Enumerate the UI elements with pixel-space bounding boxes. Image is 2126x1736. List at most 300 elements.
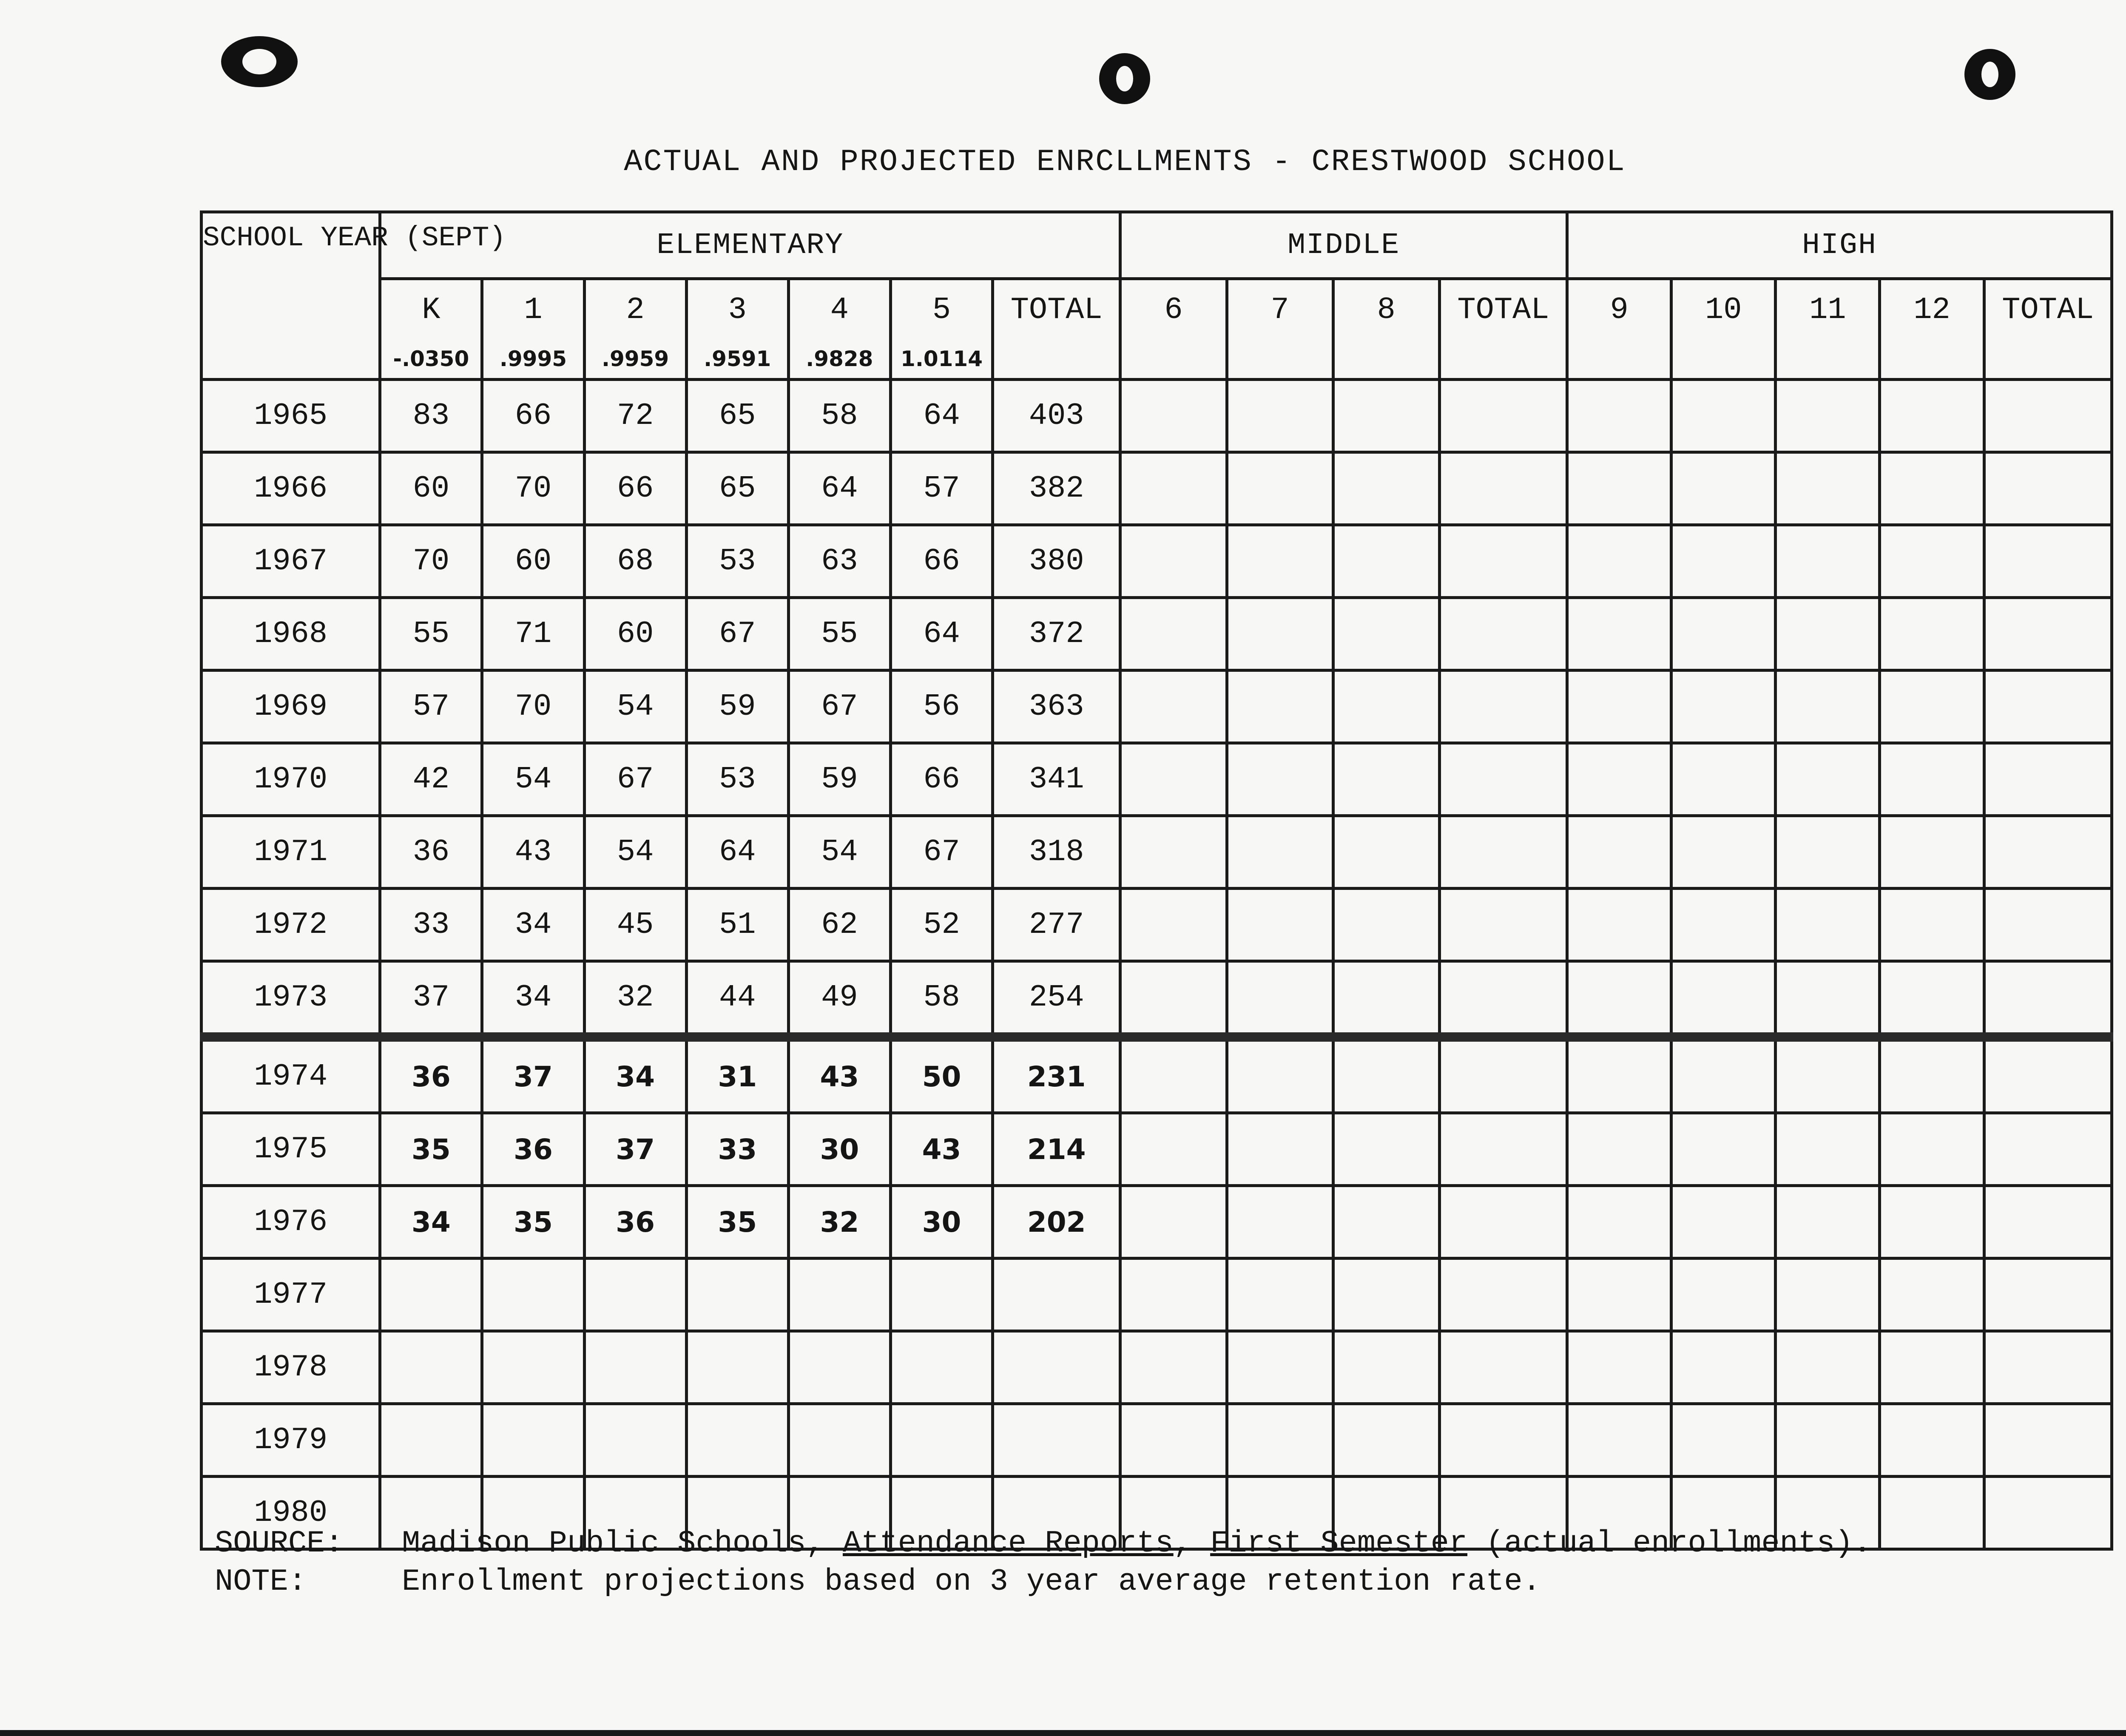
empty-cell bbox=[1776, 961, 1880, 1037]
empty-cell bbox=[1333, 1404, 1439, 1477]
enrollment-cell: 60 bbox=[584, 598, 686, 671]
school-year-cell: 1976 bbox=[202, 1186, 380, 1259]
empty-cell bbox=[1227, 816, 1333, 889]
enrollment-cell: 35 bbox=[482, 1186, 584, 1259]
enrollment-cell: 33 bbox=[686, 1113, 788, 1186]
enrollment-cell bbox=[686, 1259, 788, 1331]
empty-cell bbox=[1671, 452, 1776, 525]
school-year-cell: 1967 bbox=[202, 525, 380, 598]
enrollment-cell: 31 bbox=[686, 1037, 788, 1113]
document-title: ACTUAL AND PROJECTED ENRCLLMENTS - CRESTWOOD SCHOOL bbox=[624, 145, 1626, 179]
empty-cell bbox=[1567, 1186, 1671, 1259]
empty-cell bbox=[1671, 340, 1776, 380]
elementary-col-header: 2 bbox=[584, 279, 686, 340]
empty-cell bbox=[1227, 961, 1333, 1037]
school-year-cell: 1980 bbox=[202, 1477, 380, 1549]
elementary-col-header: K bbox=[380, 279, 482, 340]
enrollment-cell: 72 bbox=[584, 380, 686, 452]
enrollment-cell: 59 bbox=[686, 671, 788, 743]
empty-cell bbox=[1227, 1037, 1333, 1113]
empty-cell bbox=[1567, 525, 1671, 598]
empty-cell bbox=[1671, 889, 1776, 961]
empty-cell bbox=[1227, 1331, 1333, 1404]
empty-cell bbox=[1880, 671, 1984, 743]
empty-cell bbox=[1776, 1186, 1880, 1259]
source-document-title: Attendance Reports bbox=[842, 1526, 1174, 1561]
enrollment-cell bbox=[584, 1331, 686, 1404]
enrollment-cell: 53 bbox=[686, 743, 788, 816]
empty-cell bbox=[1567, 1331, 1671, 1404]
retention-rate: .9591 bbox=[686, 340, 788, 380]
high-col-header: 12 bbox=[1880, 279, 1984, 340]
empty-cell bbox=[1984, 1037, 2112, 1113]
empty-cell bbox=[1671, 1037, 1776, 1113]
empty-cell bbox=[1776, 1404, 1880, 1477]
enrollment-cell: 68 bbox=[584, 525, 686, 598]
empty-cell bbox=[1984, 743, 2112, 816]
enrollment-cell: 58 bbox=[788, 380, 890, 452]
enrollment-cell: 67 bbox=[584, 743, 686, 816]
empty-cell bbox=[1439, 671, 1567, 743]
enrollment-cell: 70 bbox=[482, 452, 584, 525]
enrollment-cell: 66 bbox=[890, 743, 992, 816]
note-text: Enrollment projections based on 3 year average retention rate. bbox=[402, 1564, 1541, 1599]
enrollment-cell bbox=[380, 1404, 482, 1477]
empty-cell bbox=[1333, 1037, 1439, 1113]
school-year-cell: 1974 bbox=[202, 1037, 380, 1113]
high-col-header: 9 bbox=[1567, 279, 1671, 340]
enrollment-cell: 36 bbox=[482, 1113, 584, 1186]
empty-cell bbox=[1227, 598, 1333, 671]
enrollment-cell: 54 bbox=[482, 743, 584, 816]
table-row bbox=[202, 1037, 2112, 1113]
enrollment-cell bbox=[482, 1404, 584, 1477]
empty-cell bbox=[1439, 1113, 1567, 1186]
empty-cell bbox=[1333, 340, 1439, 380]
empty-cell bbox=[1439, 961, 1567, 1037]
middle-col-header: 8 bbox=[1333, 279, 1439, 340]
empty-cell bbox=[1880, 525, 1984, 598]
empty-cell bbox=[1439, 1186, 1567, 1259]
enrollment-cell: 57 bbox=[890, 452, 992, 525]
enrollment-cell: 57 bbox=[380, 671, 482, 743]
punch-hole-icon bbox=[1099, 53, 1150, 104]
enrollment-cell: 62 bbox=[788, 889, 890, 961]
enrollment-cell: 43 bbox=[482, 816, 584, 889]
enrollment-cell bbox=[890, 1259, 992, 1331]
table-row bbox=[202, 816, 2112, 889]
elementary-total-cell: 318 bbox=[993, 816, 1120, 889]
retention-rate: .9828 bbox=[788, 340, 890, 380]
empty-cell bbox=[1567, 1259, 1671, 1331]
school-year-cell: 1965 bbox=[202, 380, 380, 452]
empty-cell bbox=[1776, 1331, 1880, 1404]
punch-hole-icon bbox=[1964, 49, 2015, 100]
empty-cell bbox=[1333, 1186, 1439, 1259]
empty-cell bbox=[1333, 1259, 1439, 1331]
enrollment-cell: 67 bbox=[686, 598, 788, 671]
enrollment-cell: 34 bbox=[482, 889, 584, 961]
elementary-total-cell: 382 bbox=[993, 452, 1120, 525]
empty-cell bbox=[1567, 1113, 1671, 1186]
empty-cell bbox=[1120, 1186, 1227, 1259]
enrollment-cell: 59 bbox=[788, 743, 890, 816]
elementary-total-cell: 372 bbox=[993, 598, 1120, 671]
empty-cell bbox=[1439, 1259, 1567, 1331]
empty-cell bbox=[1984, 1404, 2112, 1477]
empty-cell bbox=[1227, 452, 1333, 525]
school-year-cell: 1968 bbox=[202, 598, 380, 671]
empty-cell bbox=[1333, 452, 1439, 525]
empty-cell bbox=[1227, 1186, 1333, 1259]
elementary-col-header: 5 bbox=[890, 279, 992, 340]
school-year-cell: 1970 bbox=[202, 743, 380, 816]
empty-cell bbox=[1671, 961, 1776, 1037]
enrollment-cell bbox=[788, 1259, 890, 1331]
school-year-cell: 1977 bbox=[202, 1259, 380, 1331]
enrollment-cell bbox=[584, 1404, 686, 1477]
empty-cell bbox=[1120, 525, 1227, 598]
enrollment-cell: 54 bbox=[584, 671, 686, 743]
empty-cell bbox=[1880, 1259, 1984, 1331]
empty-cell bbox=[1227, 1113, 1333, 1186]
empty-cell bbox=[1671, 1331, 1776, 1404]
empty-cell bbox=[1333, 380, 1439, 452]
empty-cell bbox=[1120, 743, 1227, 816]
school-year-cell: 1973 bbox=[202, 961, 380, 1037]
empty-cell bbox=[1567, 452, 1671, 525]
note-label: NOTE: bbox=[215, 1564, 307, 1599]
empty-cell bbox=[1880, 1331, 1984, 1404]
empty-cell bbox=[1671, 380, 1776, 452]
footer-notes bbox=[215, 1524, 1872, 1601]
enrollment-cell: 34 bbox=[380, 1186, 482, 1259]
empty-cell bbox=[1439, 743, 1567, 816]
enrollment-cell: 37 bbox=[584, 1113, 686, 1186]
table-row bbox=[202, 1186, 2112, 1259]
empty-cell bbox=[1880, 1186, 1984, 1259]
empty-cell bbox=[1333, 816, 1439, 889]
empty-cell bbox=[1984, 961, 2112, 1037]
enrollment-cell: 53 bbox=[686, 525, 788, 598]
empty-cell bbox=[1567, 1037, 1671, 1113]
empty-cell bbox=[1439, 340, 1567, 380]
source-line bbox=[215, 1524, 1872, 1563]
enrollment-cell: 60 bbox=[380, 452, 482, 525]
empty-cell bbox=[1567, 743, 1671, 816]
empty-cell bbox=[1776, 671, 1880, 743]
enrollment-cell: 58 bbox=[890, 961, 992, 1037]
empty-cell bbox=[1120, 380, 1227, 452]
enrollment-cell: 54 bbox=[584, 816, 686, 889]
empty-cell bbox=[1333, 1331, 1439, 1404]
empty-cell bbox=[1567, 961, 1671, 1037]
table-row bbox=[202, 961, 2112, 1037]
enrollment-cell: 52 bbox=[890, 889, 992, 961]
empty-cell bbox=[1880, 816, 1984, 889]
empty-cell bbox=[1776, 816, 1880, 889]
table-row bbox=[202, 1404, 2112, 1477]
empty-cell bbox=[1984, 816, 2112, 889]
source-qualifier: (actual enrollments). bbox=[1467, 1526, 1872, 1561]
empty-cell bbox=[1880, 961, 1984, 1037]
retention-rate: .9995 bbox=[482, 340, 584, 380]
enrollment-cell: 54 bbox=[788, 816, 890, 889]
enrollment-cell: 67 bbox=[890, 816, 992, 889]
enrollment-cell: 64 bbox=[890, 380, 992, 452]
empty-cell bbox=[1120, 889, 1227, 961]
enrollment-cell: 56 bbox=[890, 671, 992, 743]
enrollment-cell: 37 bbox=[482, 1037, 584, 1113]
empty-cell bbox=[1984, 1331, 2112, 1404]
empty-cell bbox=[1227, 525, 1333, 598]
enrollment-cell bbox=[482, 1331, 584, 1404]
enrollment-cell: 42 bbox=[380, 743, 482, 816]
empty-cell bbox=[1880, 1037, 1984, 1113]
source-label: SOURCE: bbox=[215, 1526, 344, 1561]
empty-cell bbox=[1776, 1259, 1880, 1331]
enrollment-cell bbox=[788, 1331, 890, 1404]
enrollment-cell: 55 bbox=[380, 598, 482, 671]
empty-cell bbox=[1880, 1113, 1984, 1186]
enrollment-cell: 60 bbox=[482, 525, 584, 598]
empty-cell bbox=[1439, 525, 1567, 598]
enrollment-cell: 55 bbox=[788, 598, 890, 671]
elementary-total-cell: 380 bbox=[993, 525, 1120, 598]
empty-cell bbox=[1776, 889, 1880, 961]
school-year-cell: 1978 bbox=[202, 1331, 380, 1404]
elementary-total-cell bbox=[993, 1331, 1120, 1404]
empty-cell bbox=[1776, 743, 1880, 816]
empty-cell bbox=[1567, 598, 1671, 671]
school-year-cell: 1972 bbox=[202, 889, 380, 961]
table-row bbox=[202, 1259, 2112, 1331]
empty-cell bbox=[1776, 525, 1880, 598]
enrollment-cell bbox=[380, 1259, 482, 1331]
empty-cell bbox=[1880, 889, 1984, 961]
enrollment-cell bbox=[482, 1259, 584, 1331]
table-row bbox=[202, 743, 2112, 816]
empty-cell bbox=[1439, 452, 1567, 525]
enrollment-cell: 32 bbox=[584, 961, 686, 1037]
empty-cell bbox=[1984, 1186, 2112, 1259]
empty-cell bbox=[1333, 525, 1439, 598]
empty-cell bbox=[1984, 340, 2112, 380]
empty-cell bbox=[1567, 816, 1671, 889]
school-year-cell: 1969 bbox=[202, 671, 380, 743]
empty-cell bbox=[1120, 1259, 1227, 1331]
enrollment-cell: 36 bbox=[584, 1186, 686, 1259]
enrollment-cell: 64 bbox=[890, 598, 992, 671]
empty-cell bbox=[1120, 671, 1227, 743]
empty-cell bbox=[1984, 671, 2112, 743]
elementary-total-cell bbox=[993, 1259, 1120, 1331]
enrollment-cell: 71 bbox=[482, 598, 584, 671]
empty-cell bbox=[1671, 1113, 1776, 1186]
enrollment-cell: 34 bbox=[584, 1037, 686, 1113]
enrollment-cell: 44 bbox=[686, 961, 788, 1037]
enrollment-cell: 65 bbox=[686, 380, 788, 452]
enrollment-cell: 66 bbox=[584, 452, 686, 525]
middle-col-header: 6 bbox=[1120, 279, 1227, 340]
punch-hole-icon bbox=[221, 36, 298, 87]
empty-cell bbox=[1227, 1404, 1333, 1477]
empty-cell bbox=[1439, 598, 1567, 671]
enrollment-cell: 51 bbox=[686, 889, 788, 961]
empty-cell bbox=[1880, 1477, 1984, 1549]
retention-rate: .9959 bbox=[584, 340, 686, 380]
middle-header: MIDDLE bbox=[1120, 212, 1567, 279]
empty-cell bbox=[1776, 380, 1880, 452]
empty-cell bbox=[1776, 598, 1880, 671]
empty-cell bbox=[1567, 1404, 1671, 1477]
high-col-header: 10 bbox=[1671, 279, 1776, 340]
empty-cell bbox=[1439, 889, 1567, 961]
table-row bbox=[202, 598, 2112, 671]
retention-rate: -.0350 bbox=[380, 340, 482, 380]
table-row bbox=[202, 1113, 2112, 1186]
enrollment-cell: 66 bbox=[890, 525, 992, 598]
table-row bbox=[202, 525, 2112, 598]
empty-cell bbox=[1984, 1259, 2112, 1331]
empty-cell bbox=[1439, 1404, 1567, 1477]
enrollment-cell: 37 bbox=[380, 961, 482, 1037]
empty-cell bbox=[1567, 340, 1671, 380]
empty-cell bbox=[1671, 1186, 1776, 1259]
empty-cell bbox=[1439, 1037, 1567, 1113]
empty-cell bbox=[1984, 1477, 2112, 1549]
empty-cell bbox=[1776, 452, 1880, 525]
empty-cell bbox=[1671, 525, 1776, 598]
empty-cell bbox=[1227, 671, 1333, 743]
enrollment-cell: 32 bbox=[788, 1186, 890, 1259]
empty-cell bbox=[1984, 452, 2112, 525]
empty-cell bbox=[1333, 671, 1439, 743]
enrollment-cell: 43 bbox=[890, 1113, 992, 1186]
empty-cell bbox=[1880, 598, 1984, 671]
empty-cell bbox=[1880, 380, 1984, 452]
enrollment-cell: 50 bbox=[890, 1037, 992, 1113]
empty-cell bbox=[1567, 889, 1671, 961]
enrollment-table bbox=[200, 210, 2113, 1551]
table-row bbox=[202, 1331, 2112, 1404]
empty-cell bbox=[1671, 598, 1776, 671]
empty-cell bbox=[1439, 380, 1567, 452]
enrollment-cell: 34 bbox=[482, 961, 584, 1037]
enrollment-cell: 64 bbox=[788, 452, 890, 525]
empty-cell bbox=[1671, 1404, 1776, 1477]
empty-cell bbox=[993, 340, 1120, 380]
middle-col-header: TOTAL bbox=[1439, 279, 1567, 340]
empty-cell bbox=[1333, 1113, 1439, 1186]
empty-cell bbox=[1227, 1259, 1333, 1331]
empty-cell bbox=[1333, 961, 1439, 1037]
empty-cell bbox=[1671, 1259, 1776, 1331]
enrollment-cell: 35 bbox=[686, 1186, 788, 1259]
high-col-header: TOTAL bbox=[1984, 279, 2112, 340]
school-year-cell: 1966 bbox=[202, 452, 380, 525]
empty-cell bbox=[1984, 1113, 2112, 1186]
enrollment-cell: 63 bbox=[788, 525, 890, 598]
note-line bbox=[215, 1563, 1872, 1601]
enrollment-cell: 49 bbox=[788, 961, 890, 1037]
elementary-total-cell: 403 bbox=[993, 380, 1120, 452]
retention-rate: 1.0114 bbox=[890, 340, 992, 380]
elementary-total-cell: 202 bbox=[993, 1186, 1120, 1259]
table-row bbox=[202, 452, 2112, 525]
enrollment-cell bbox=[890, 1404, 992, 1477]
empty-cell bbox=[1880, 452, 1984, 525]
source-semester: First Semester bbox=[1210, 1526, 1468, 1561]
enrollment-cell bbox=[890, 1331, 992, 1404]
elementary-total-cell: 254 bbox=[993, 961, 1120, 1037]
empty-cell bbox=[1671, 671, 1776, 743]
middle-col-header: 7 bbox=[1227, 279, 1333, 340]
enrollment-cell: 35 bbox=[380, 1113, 482, 1186]
school-year-cell: 1979 bbox=[202, 1404, 380, 1477]
elementary-col-header: 1 bbox=[482, 279, 584, 340]
empty-cell bbox=[1227, 380, 1333, 452]
enrollment-cell: 66 bbox=[482, 380, 584, 452]
high-col-header: 11 bbox=[1776, 279, 1880, 340]
empty-cell bbox=[1120, 452, 1227, 525]
empty-cell bbox=[1120, 1404, 1227, 1477]
table-row bbox=[202, 671, 2112, 743]
empty-cell bbox=[1120, 598, 1227, 671]
elementary-total-cell: 214 bbox=[993, 1113, 1120, 1186]
enrollment-cell: 30 bbox=[788, 1113, 890, 1186]
empty-cell bbox=[1671, 743, 1776, 816]
empty-cell bbox=[1227, 340, 1333, 380]
elementary-header: ELEMENTARY bbox=[380, 212, 1120, 279]
empty-cell bbox=[1776, 1037, 1880, 1113]
empty-cell bbox=[1880, 1404, 1984, 1477]
enrollment-cell: 70 bbox=[380, 525, 482, 598]
empty-cell bbox=[1120, 340, 1227, 380]
empty-cell bbox=[1439, 816, 1567, 889]
elementary-col-header: TOTAL bbox=[993, 279, 1120, 340]
empty-cell bbox=[1880, 340, 1984, 380]
empty-cell bbox=[1333, 743, 1439, 816]
elementary-total-cell: 341 bbox=[993, 743, 1120, 816]
school-year-cell: 1975 bbox=[202, 1113, 380, 1186]
empty-cell bbox=[1776, 340, 1880, 380]
enrollment-cell: 36 bbox=[380, 1037, 482, 1113]
school-year-header: SCHOOL YEAR (SEPT) bbox=[202, 212, 380, 380]
empty-cell bbox=[1984, 380, 2112, 452]
enrollment-cell bbox=[686, 1331, 788, 1404]
empty-cell bbox=[1984, 889, 2112, 961]
enrollment-cell: 45 bbox=[584, 889, 686, 961]
empty-cell bbox=[1567, 380, 1671, 452]
empty-cell bbox=[1333, 889, 1439, 961]
empty-cell bbox=[1120, 961, 1227, 1037]
enrollment-cell: 30 bbox=[890, 1186, 992, 1259]
empty-cell bbox=[1880, 743, 1984, 816]
elementary-total-cell bbox=[993, 1404, 1120, 1477]
elementary-total-cell: 277 bbox=[993, 889, 1120, 961]
enrollment-cell: 64 bbox=[686, 816, 788, 889]
enrollment-cell: 65 bbox=[686, 452, 788, 525]
empty-cell bbox=[1227, 743, 1333, 816]
empty-cell bbox=[1567, 671, 1671, 743]
elementary-col-header: 4 bbox=[788, 279, 890, 340]
table-row bbox=[202, 380, 2112, 452]
enrollment-cell bbox=[686, 1404, 788, 1477]
high-header: HIGH bbox=[1567, 212, 2112, 279]
empty-cell bbox=[1439, 1331, 1567, 1404]
enrollment-cell: 33 bbox=[380, 889, 482, 961]
